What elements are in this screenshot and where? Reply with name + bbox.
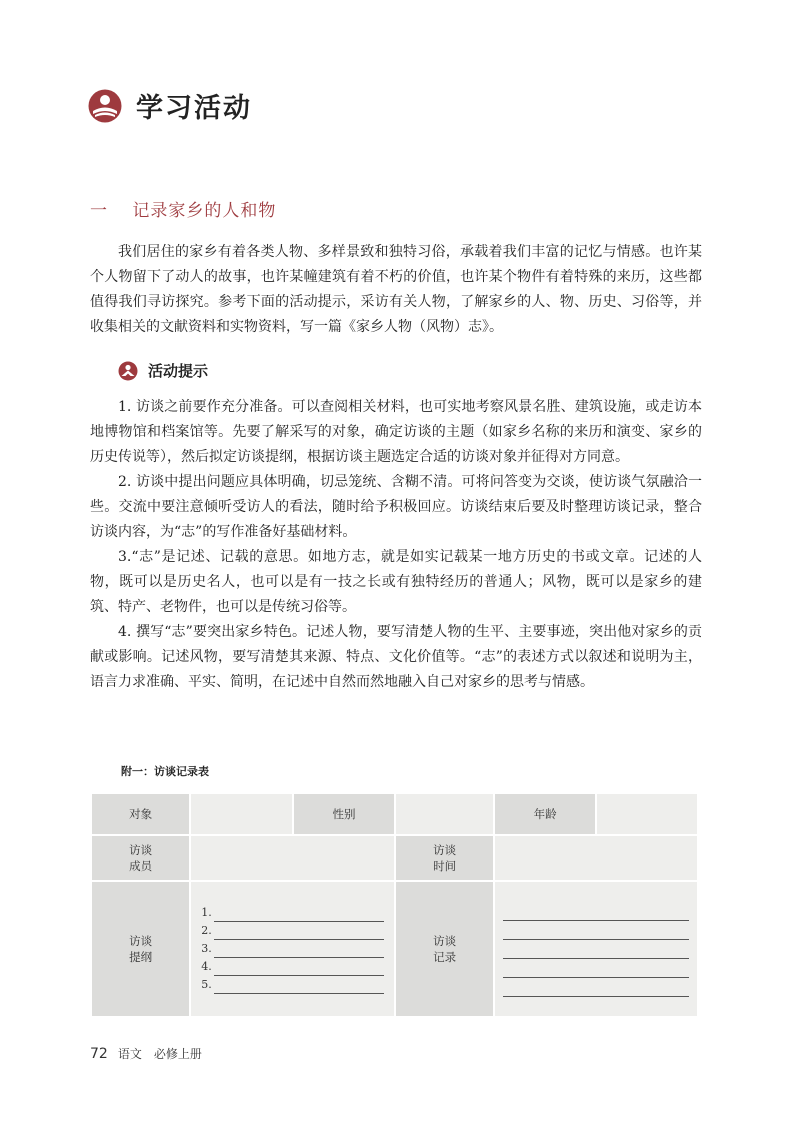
outline-label bbox=[92, 882, 189, 1016]
age-field[interactable] bbox=[597, 794, 697, 834]
time-field[interactable] bbox=[495, 836, 697, 880]
record-line[interactable] bbox=[503, 959, 689, 978]
section-heading bbox=[90, 196, 276, 221]
gender-field[interactable] bbox=[396, 794, 493, 834]
outline-number: 3. bbox=[201, 942, 212, 955]
record-field[interactable] bbox=[495, 882, 697, 1016]
page-footer bbox=[90, 1045, 202, 1062]
outline-number: 4. bbox=[201, 960, 212, 973]
page-header bbox=[88, 86, 252, 125]
subject-field[interactable] bbox=[191, 794, 292, 834]
time-label-line: 时间 bbox=[433, 859, 457, 873]
tips-heading bbox=[118, 360, 208, 381]
record-label-line: 访谈 bbox=[433, 934, 457, 948]
page-number: 72 bbox=[90, 1046, 108, 1062]
reading-person-icon bbox=[88, 89, 122, 123]
book-title: 语文 必修上册 bbox=[117, 1047, 202, 1061]
tip-item: 2. 访谈中提出问题应具体明确，切忌笼统、含糊不清。可将问答变为交谈，使访谈气氛融洽一些。交流中要注意倾听受访人的看法，随时给予积极回应。访谈结束后要及时整理访谈记录，整合访谈内容，为“志”的写作准备好基础材料。 bbox=[90, 474, 702, 540]
outline-lines bbox=[191, 904, 394, 994]
record-label bbox=[396, 882, 493, 1016]
outline-line[interactable] bbox=[201, 922, 394, 940]
record-line[interactable] bbox=[503, 978, 689, 997]
outline-label-line: 访谈 bbox=[129, 934, 153, 948]
record-line[interactable] bbox=[503, 940, 689, 959]
members-label bbox=[92, 836, 189, 880]
outline-line[interactable] bbox=[201, 940, 394, 958]
tip-item: 4. 撰写“志”要突出家乡特色。记述人物，要写清楚人物的生平、主要事迹，突出他对家乡的贡献或影响。记述风物，要写清楚其来源、特点、文化价值等。“志”的表述方式以叙述和说明为主，语言力求准确、平实、简明，在记述中自然而然地融入自己对家乡的思考与情感。 bbox=[90, 624, 702, 690]
age-label: 年龄 bbox=[495, 794, 595, 834]
time-label-line: 访谈 bbox=[433, 843, 457, 857]
subject-label: 对象 bbox=[92, 794, 189, 834]
intro-paragraph: 我们居住的家乡有着各类人物、多样景致和独特习俗，承载着我们丰富的记忆与情感。也许某个人物留下了动人的故事，也许某幢建筑有着不朽的价值，也许某个物件有着特殊的来历，这些都值得我们寻访探究。参考下面的活动提示，采访有关人物，了解家乡的人、物、历史、习俗等，并收集相关的文献资料和实物资料，写一篇《家乡人物（风物）志》。 bbox=[90, 244, 702, 335]
outline-line[interactable] bbox=[201, 958, 394, 976]
tips-title: 活动提示 bbox=[148, 362, 209, 380]
members-field[interactable] bbox=[191, 836, 394, 880]
outline-number: 5. bbox=[201, 978, 212, 991]
record-line[interactable] bbox=[503, 921, 689, 940]
record-label-line: 记录 bbox=[433, 950, 457, 964]
outline-line[interactable] bbox=[201, 904, 394, 922]
tips-list bbox=[90, 395, 702, 695]
section-title: 记录家乡的人和物 bbox=[132, 201, 277, 221]
time-label bbox=[396, 836, 493, 880]
page-title: 学习活动 bbox=[136, 93, 252, 124]
outline-field[interactable] bbox=[191, 882, 394, 1016]
members-label-line: 访谈 bbox=[129, 843, 153, 857]
outline-number: 2. bbox=[201, 924, 212, 937]
outline-number: 1. bbox=[201, 906, 212, 919]
tip-item: 1. 访谈之前要作充分准备。可以查阅相关材料，也可实地考察风景名胜、建筑设施，或走访本地博物馆和档案馆等。先要了解采写的对象，确定访谈的主题（如家乡名称的来历和演变、家乡的历史传说等），然后拟定访谈提纲，根据访谈主题选定合适的访谈对象并征得对方同意。 bbox=[90, 399, 702, 465]
gender-label: 性别 bbox=[294, 794, 394, 834]
outline-label-line: 提纲 bbox=[129, 950, 153, 964]
section-number: 一 bbox=[90, 201, 108, 221]
interview-record-table bbox=[90, 792, 699, 1018]
tip-item: 3.“志”是记述、记载的意思。如地方志，就是如实记载某一地方历史的书或文章。记述的人物，既可以是历史名人，也可以是有一技之长或有独特经历的普通人；风物，既可以是家乡的建筑、特产、老物件，也可以是传统习俗等。 bbox=[90, 549, 702, 615]
outline-line[interactable] bbox=[201, 976, 394, 994]
people-icon bbox=[118, 361, 138, 381]
members-label-line: 成员 bbox=[129, 859, 153, 873]
record-line[interactable] bbox=[503, 902, 689, 921]
record-lines bbox=[495, 902, 697, 997]
appendix-label: 附一：访谈记录表 bbox=[121, 765, 209, 778]
